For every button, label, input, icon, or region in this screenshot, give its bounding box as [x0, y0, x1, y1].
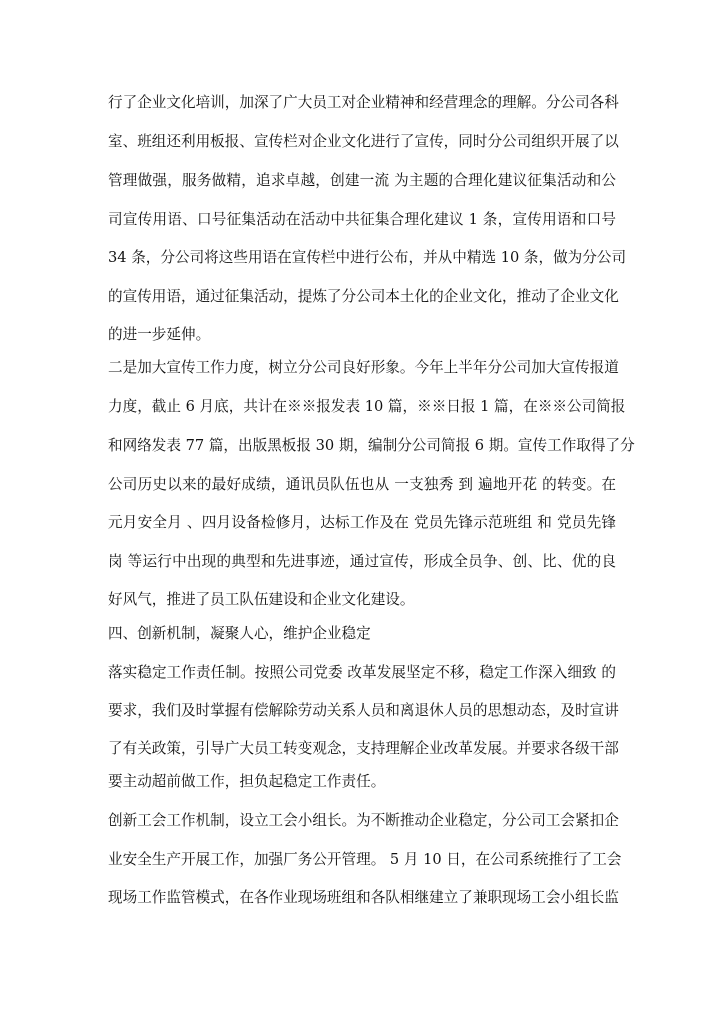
text-line: 34 条，分公司将这些用语在宣传栏中进行公布，并从中精选 10 条，做为分公司 [108, 249, 627, 266]
section-heading: 四、创新机制，凝聚人心，维护企业稳定 [108, 625, 371, 642]
text-line: 公司历史以来的最好成绩，通讯员队伍也从 一支独秀 到 遍地开花 的转变。在 [108, 476, 616, 493]
text-line: 落实稳定工作责任制。按照公司党委 改革发展坚定不移，稳定工作深入细致 的 [108, 664, 616, 681]
text-line: 好风气，推进了员工队伍建设和企业文化建设。 [108, 591, 415, 608]
text-line: 元月安全月 、四月设备检修月，达标工作及在 党员先锋示范班组 和 党员先锋 [108, 514, 616, 531]
text-line: 创新工会工作机制，设立工会小组长。为不断推动企业稳定，分公司工会紧扣企 [108, 812, 619, 829]
text-line: 的宣传用语，通过征集活动，提炼了分公司本土化的企业文化，推动了企业文化 [108, 288, 619, 305]
text-line: 要求，我们及时掌握有偿解除劳动关系人员和离退休人员的思想动态，及时宣讲 [108, 702, 619, 719]
text-line: 现场工作监管模式，在各作业现场班组和各队相继建立了兼职现场工会小组长监 [108, 889, 619, 906]
text-line: 和网络发表 77 篇，出版黑板报 30 期，编制分公司简报 6 期。宣传工作取得了分 [108, 437, 635, 454]
text-line: 管理做强，服务做精，追求卓越，创建一流 为主题的合理化建议征集活动和公 [108, 172, 616, 189]
text-line: 岗 等运行中出现的典型和先进事迹，通过宣传，形成全员争、创、比、优的良 [108, 553, 616, 570]
text-line: 力度，截止 6 月底，共计在※※报发表 10 篇，※※日报 1 篇，在※※公司简报 [108, 398, 626, 415]
text-line: 业安全生产开展工作，加强厂务公开管理。 5 月 10 日，在公司系统推行了工会 [108, 851, 622, 868]
text-line: 司宣传用语、口号征集活动在活动中共征集合理化建议 1 条，宣传用语和口号 [108, 211, 616, 228]
text-line: 室、班组还利用板报、宣传栏对企业文化进行了宣传，同时分公司组织开展了以 [108, 133, 619, 150]
text-line: 要主动超前做工作，担负起稳定工作责任。 [108, 773, 386, 790]
text-line: 二是加大宣传工作力度，树立分公司良好形象。今年上半年分公司加大宣传报道 [108, 359, 619, 376]
text-line: 的进一步延伸。 [108, 326, 211, 343]
text-line: 了有关政策，引导广大员工转变观念，支持理解企业改革发展。并要求各级干部 [108, 740, 619, 757]
text-line: 行了企业文化培训，加深了广大员工对企业精神和经营理念的理解。分公司各科 [108, 94, 619, 111]
